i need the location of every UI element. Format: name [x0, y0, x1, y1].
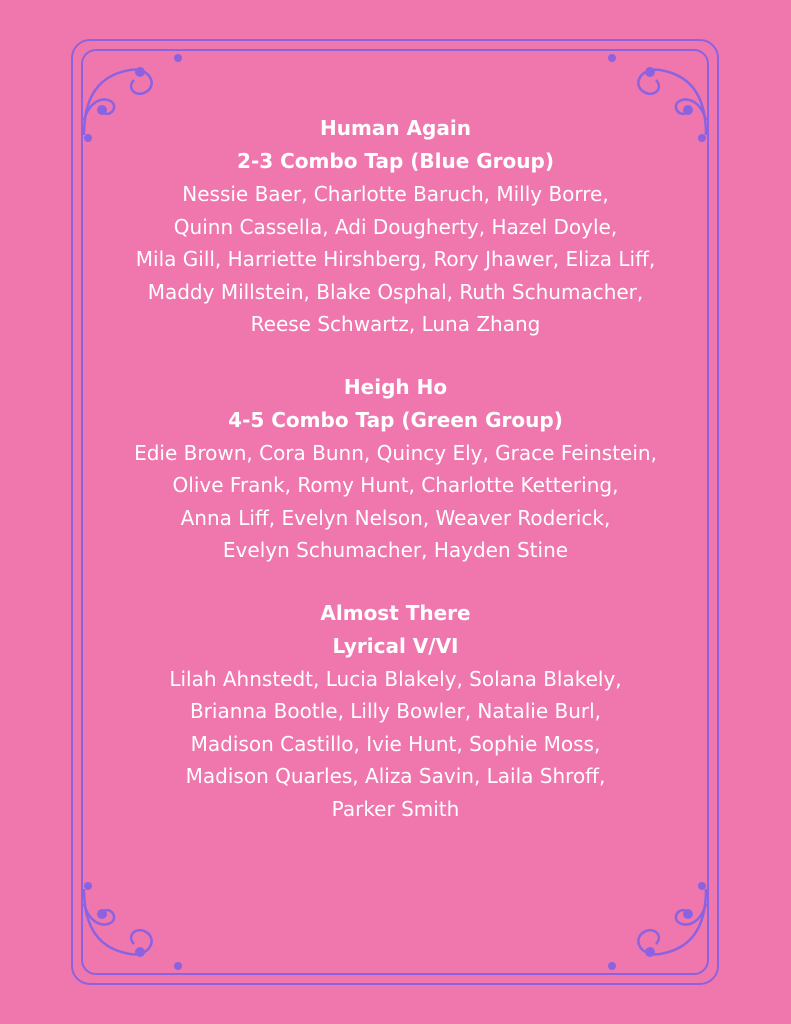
- section-subtitle: 4-5 Combo Tap (Green Group): [228, 407, 563, 432]
- name-line: Maddy Millstein, Blake Osphal, Ruth Schumacher,: [147, 279, 644, 304]
- section-human-again: [90, 112, 701, 341]
- name-line: Brianna Bootle, Lilly Bowler, Natalie Burl,: [189, 699, 602, 723]
- section-title: Human Again: [320, 116, 471, 140]
- name-line: Parker Smith: [331, 796, 460, 821]
- name-line: Reese Schwartz, Luna Zhang: [250, 312, 541, 336]
- flourish-bottom-left-icon: [84, 889, 152, 954]
- name-line: Anna Liff, Evelyn Nelson, Weaver Roderick,: [180, 505, 611, 530]
- name-line: Evelyn Schumacher, Hayden Stine: [222, 538, 569, 562]
- flourish-bottom-right-icon: [638, 889, 706, 954]
- section-heigh-ho: [90, 371, 701, 567]
- name-line: Madison Quarles, Aliza Savin, Laila Shroff,: [185, 764, 606, 788]
- roster-content: [90, 112, 701, 855]
- name-line: Nessie Baer, Charlotte Baruch, Milly Borre,: [182, 182, 609, 206]
- section-subtitle: Lyrical V/VI: [332, 633, 459, 658]
- name-line: Quinn Cassella, Adi Dougherty, Hazel Doyle,: [173, 214, 618, 239]
- section-title: Almost There: [320, 600, 471, 625]
- name-line: Olive Frank, Romy Hunt, Charlotte Kettering,: [172, 473, 619, 497]
- name-line: Lilah Ahnstedt, Lucia Blakely, Solana Blakely,: [169, 666, 622, 691]
- section-subtitle: 2-3 Combo Tap (Blue Group): [237, 149, 554, 173]
- section-almost-there: [90, 597, 701, 826]
- name-line: Madison Castillo, Ivie Hunt, Sophie Moss,: [190, 731, 601, 756]
- section-title: Heigh Ho: [343, 374, 448, 399]
- name-line: Mila Gill, Harriette Hirshberg, Rory Jhawer, Eliza Liff,: [135, 247, 656, 271]
- name-line: Edie Brown, Cora Bunn, Quincy Ely, Grace Feinstein,: [134, 440, 657, 465]
